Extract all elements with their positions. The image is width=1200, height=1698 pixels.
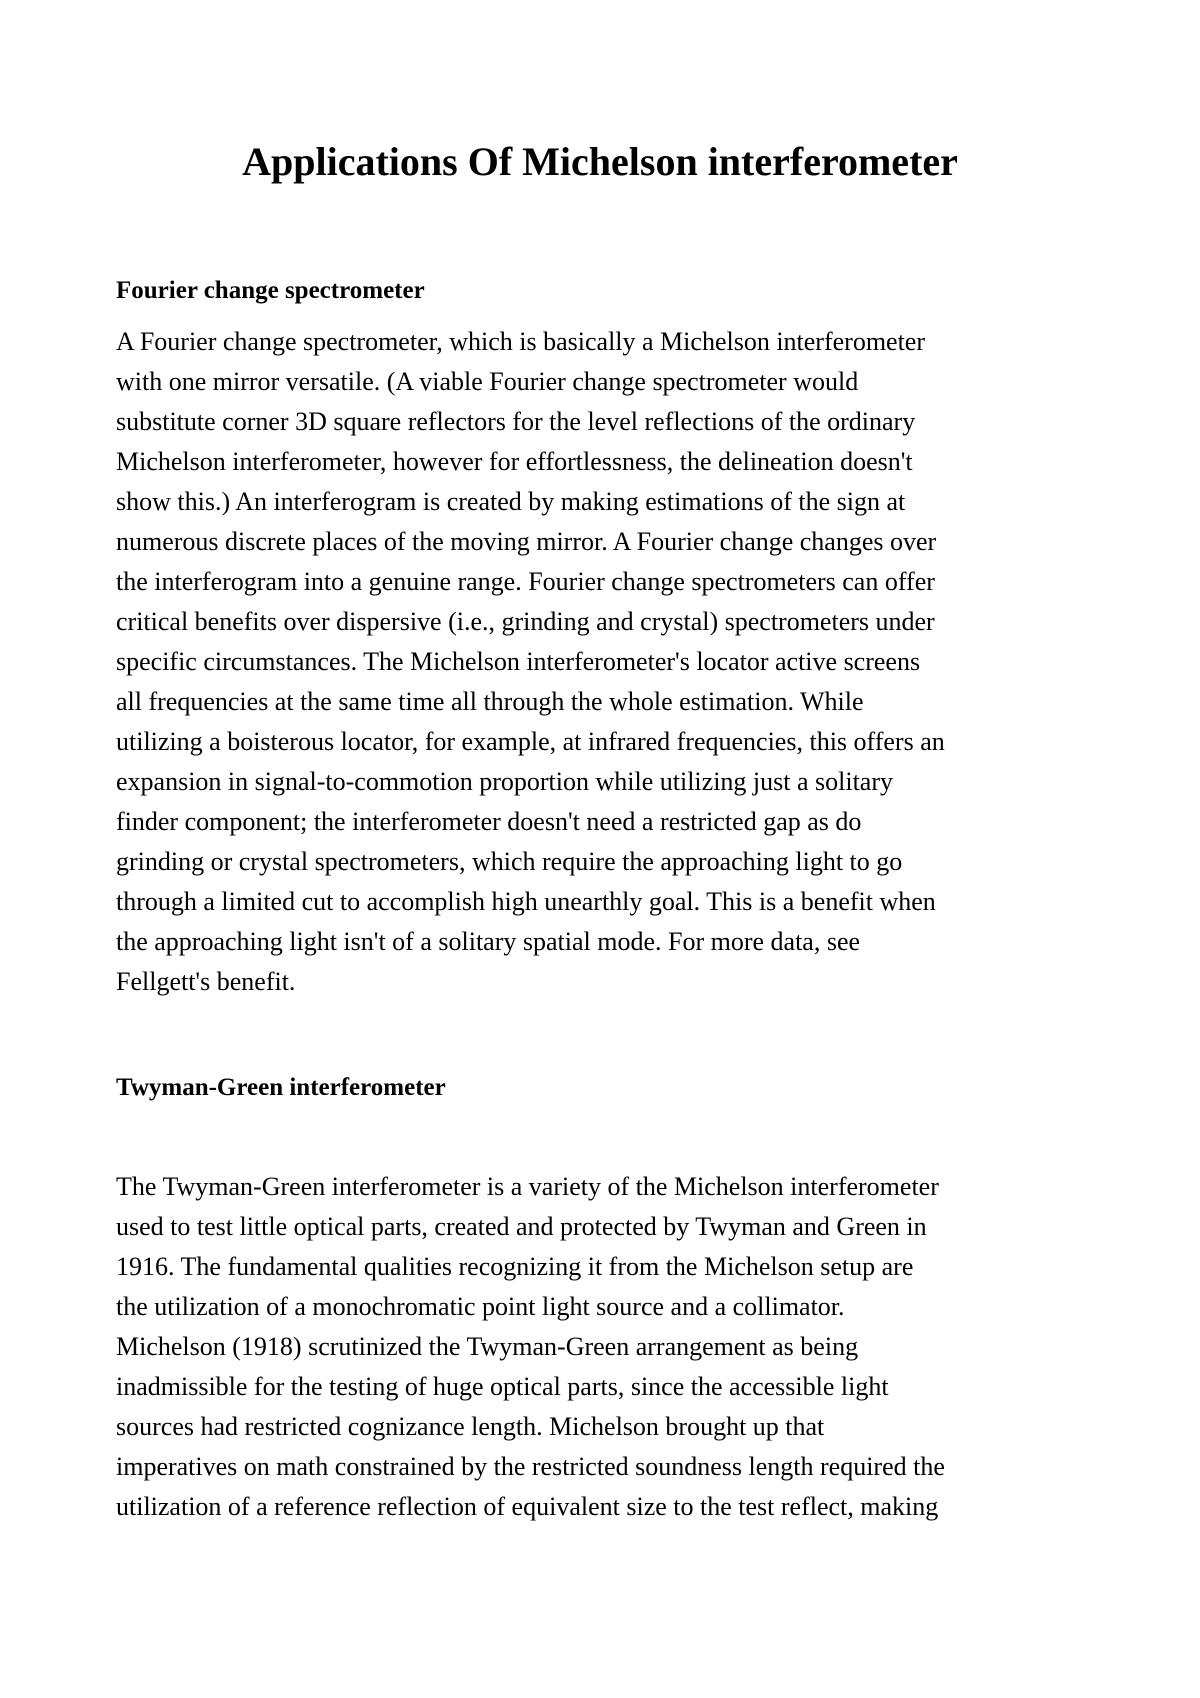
paragraph-line: finder component; the interferometer doesn't need a restricted gap as do: [116, 807, 862, 836]
paragraph-line: sources had restricted cognizance length. Michelson brought up that: [116, 1412, 825, 1441]
paragraph-line: with one mirror versatile. (A viable Fourier change spectrometer would: [116, 367, 859, 396]
paragraph-line: expansion in signal-to-commotion proportion while utilizing just a solitary: [116, 767, 894, 796]
paragraph-line: the approaching light isn't of a solitary spatial mode. For more data, see: [116, 927, 861, 956]
paragraph-line: 1916. The fundamental qualities recognizing it from the Michelson setup are: [116, 1252, 914, 1281]
paragraph-line: the interferogram into a genuine range. Fourier change spectrometers can offer: [116, 567, 935, 596]
paragraph-line: the utilization of a monochromatic point light source and a collimator.: [116, 1292, 845, 1321]
paragraph-line: Fellgett's benefit.: [116, 967, 296, 996]
paragraph-line: inadmissible for the testing of huge optical parts, since the accessible light: [116, 1372, 889, 1401]
section-heading-twyman-green: Twyman-Green interferometer: [116, 1074, 446, 1101]
paragraph-line: numerous discrete places of the moving mirror. A Fourier change changes over: [116, 527, 937, 556]
paragraph-line: all frequencies at the same time all through the whole estimation. While: [116, 687, 864, 716]
document-title: Applications Of Michelson interferometer: [242, 139, 958, 184]
paragraph-line: grinding or crystal spectrometers, which require the approaching light to go: [116, 847, 903, 876]
paragraph-line: specific circumstances. The Michelson interferometer's locator active screens: [116, 647, 921, 676]
paragraph-line: show this.) An interferogram is created by making estimations of the sign at: [116, 487, 906, 516]
paragraph-line: A Fourier change spectrometer, which is basically a Michelson interferometer: [116, 327, 926, 356]
paragraph-line: utilization of a reference reflection of equivalent size to the test reflect, making: [116, 1492, 939, 1521]
paragraph-line: substitute corner 3D square reflectors for the level reflections of the ordinary: [116, 407, 916, 436]
paragraph-line: Michelson interferometer, however for effortlessness, the delineation doesn't: [116, 447, 913, 476]
paragraph-line: imperatives on math constrained by the restricted soundness length required the: [116, 1452, 945, 1481]
paragraph-line: Michelson (1918) scrutinized the Twyman-Green arrangement as being: [116, 1332, 859, 1361]
paragraph-fourier: [116, 322, 1116, 1002]
paragraph-line: through a limited cut to accomplish high unearthly goal. This is a benefit when: [116, 887, 936, 916]
paragraph-line: The Twyman-Green interferometer is a variety of the Michelson interferometer: [116, 1172, 939, 1201]
paragraph-line: utilizing a boisterous locator, for example, at infrared frequencies, this offers an: [116, 727, 945, 756]
paragraph-line: used to test little optical parts, created and protected by Twyman and Green in: [116, 1212, 927, 1241]
paragraph-line: critical benefits over dispersive (i.e., grinding and crystal) spectrometers under: [116, 607, 935, 636]
section-heading-fourier: Fourier change spectrometer: [116, 277, 425, 304]
paragraph-twyman-green: [116, 1167, 1116, 1527]
